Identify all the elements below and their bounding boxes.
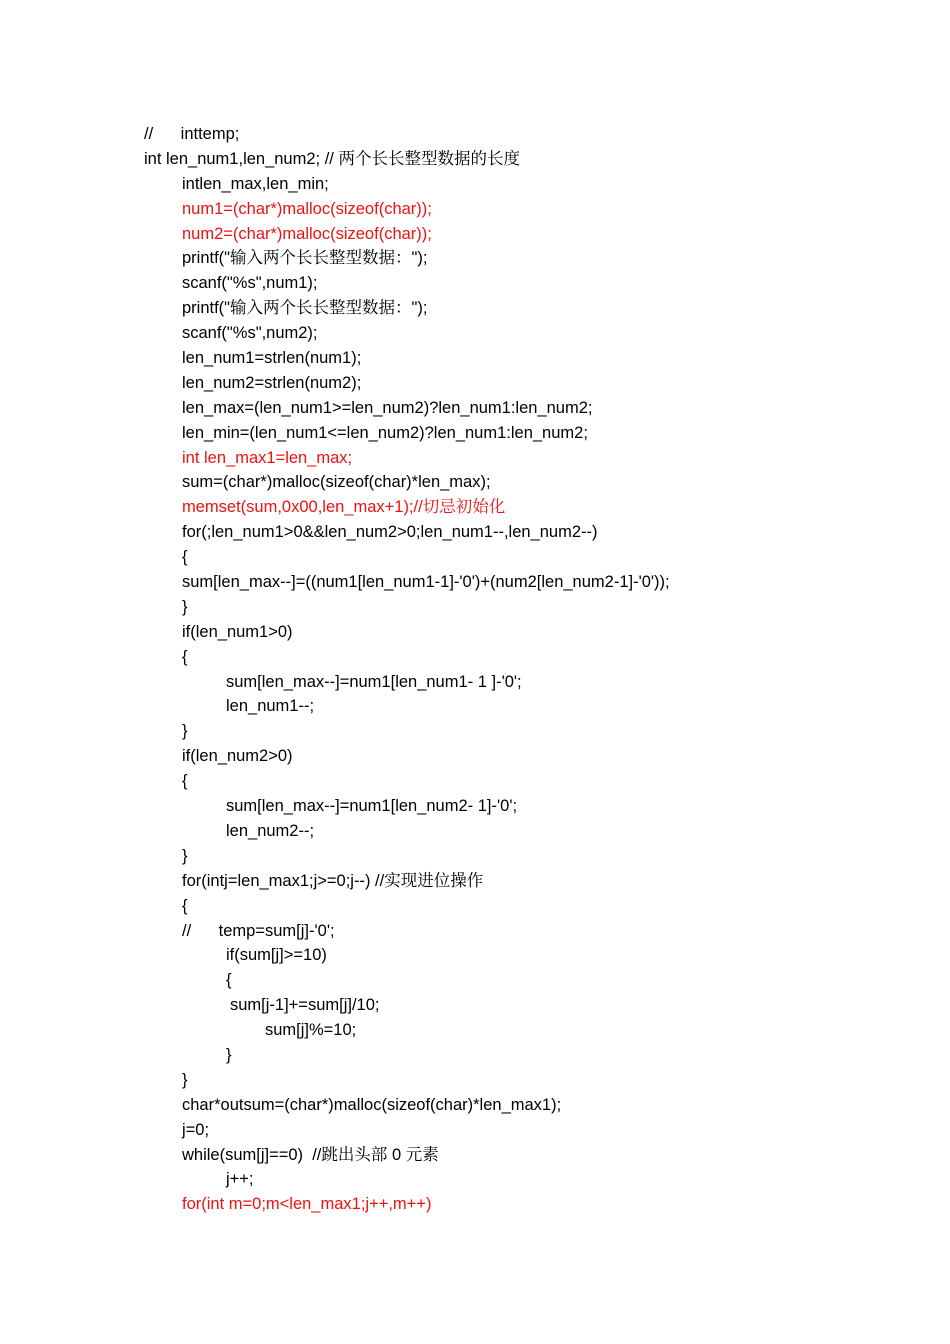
code-line-25: } <box>182 722 188 741</box>
code-line-4: num1=(char*)malloc(sizeof(char)); <box>182 199 432 218</box>
code-line-3: intlen_max,len_min; <box>182 174 329 193</box>
code-line-40: char*outsum=(char*)malloc(sizeof(char)*len_max1); <box>182 1095 562 1114</box>
code-line-22: { <box>182 647 188 666</box>
code-line-32: { <box>182 896 188 915</box>
code-line-34: if(sum[j]>=10) <box>226 946 327 965</box>
code-line-6: printf("输入两个长长整型数据："); <box>182 249 428 268</box>
code-line-29: len_num2--; <box>226 821 315 840</box>
code-line-9: scanf("%s",num2); <box>182 324 318 343</box>
code-line-33: // temp=sum[j]-'0'; <box>182 921 335 940</box>
code-line-39: } <box>182 1070 188 1089</box>
code-line-44: for(int m=0;m<len_max1;j++,m++) <box>182 1195 432 1214</box>
code-line-27: { <box>182 772 188 791</box>
code-line-11: len_num2=strlen(num2); <box>182 373 362 392</box>
code-line-8: printf("输入两个长长整型数据："); <box>182 299 428 318</box>
code-line-37: sum[j]%=10; <box>265 1021 357 1040</box>
code-line-20: } <box>182 597 188 616</box>
code-line-30: } <box>182 846 188 865</box>
code-line-5: num2=(char*)malloc(sizeof(char)); <box>182 224 432 243</box>
code-listing <box>0 122 950 1217</box>
code-line-1: // inttemp; <box>144 125 240 143</box>
code-line-12: len_max=(len_num1>=len_num2)?len_num1:len_num2; <box>182 398 593 417</box>
code-line-10: len_num1=strlen(num1); <box>182 349 362 368</box>
code-line-42: while(sum[j]==0) //跳出头部 0 元素 <box>182 1145 439 1164</box>
code-line-38: } <box>226 1045 232 1064</box>
code-line-21: if(len_num1>0) <box>182 622 293 641</box>
code-line-26: if(len_num2>0) <box>182 747 293 766</box>
code-line-2: int len_num1,len_num2; // 两个长长整型数据的长度 <box>144 149 520 168</box>
code-line-16: memset(sum,0x00,len_max+1);//切忌初始化 <box>182 498 506 517</box>
code-line-28: sum[len_max--]=num1[len_num2- 1]-'0'; <box>226 797 518 816</box>
code-line-13: len_min=(len_num1<=len_num2)?len_num1:len_num2; <box>182 423 588 442</box>
code-line-18: { <box>182 548 188 567</box>
code-line-19: sum[len_max--]=((num1[len_num1-1]-'0')+(num2[len_num2-1]-'0')); <box>182 573 670 592</box>
code-line-43: j++; <box>226 1170 254 1189</box>
code-line-17: for(;len_num1>0&&len_num2>0;len_num1--,len_num2--) <box>182 523 598 542</box>
code-line-24: len_num1--; <box>226 697 315 716</box>
code-line-31: for(intj=len_max1;j>=0;j--) //实现进位操作 <box>182 871 484 890</box>
code-line-15: sum=(char*)malloc(sizeof(char)*len_max); <box>182 473 491 492</box>
code-line-41: j=0; <box>182 1120 210 1139</box>
code-line-23: sum[len_max--]=num1[len_num1- 1 ]-'0'; <box>226 672 522 691</box>
code-line-35: { <box>226 971 232 990</box>
code-line-7: scanf("%s",num1); <box>182 274 318 293</box>
code-line-14: int len_max1=len_max; <box>182 448 353 467</box>
code-line-36: sum[j-1]+=sum[j]/10; <box>230 996 380 1015</box>
